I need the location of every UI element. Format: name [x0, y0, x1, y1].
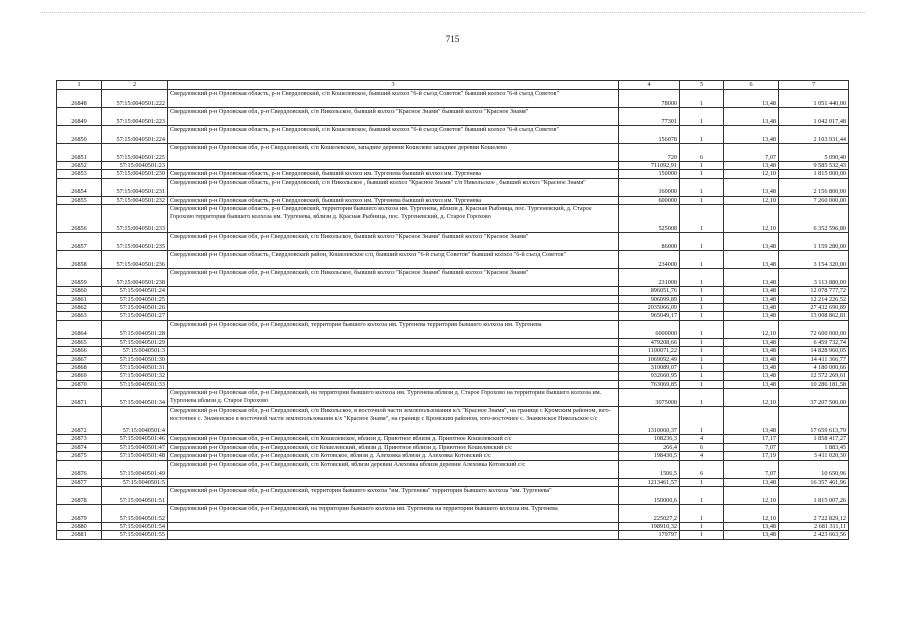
row-number: 26874 [57, 443, 102, 451]
row-number: 26857 [57, 233, 102, 251]
cadastral-number: 57:15:0040501:31 [102, 364, 168, 372]
area-value: 234000 [619, 251, 680, 269]
table-row [57, 178, 849, 196]
price-value: 12,10 [724, 504, 779, 522]
cadastral-number: 57:15:0040501:26 [102, 304, 168, 312]
header-row [57, 81, 849, 90]
cadastral-value: 7 260 000,00 [779, 196, 849, 204]
cadastral-value: 12 572 269,61 [779, 372, 849, 380]
table-row [57, 251, 849, 269]
area-value: 965049,17 [619, 312, 680, 320]
col-header-2: 2 [102, 81, 168, 90]
col-header-7: 7 [779, 81, 849, 90]
row-number: 26853 [57, 170, 102, 178]
table-row [57, 486, 849, 504]
location-description [168, 304, 619, 312]
location-description [168, 287, 619, 295]
table-row [57, 126, 849, 144]
group-code: 1 [680, 196, 724, 204]
table-row [57, 233, 849, 251]
price-value: 13,48 [724, 312, 779, 320]
location-description: Свердловский р-н Орловская обл, р-н Свердловский, с/п Никольское, бывший колхоз "Красное Знамя" бывший колхоз "Красное Знамя" [168, 233, 619, 251]
group-code: 1 [680, 504, 724, 522]
table-row [57, 478, 849, 486]
price-value: 13,48 [724, 407, 779, 435]
area-value: 150000,6 [619, 486, 680, 504]
price-value: 7,07 [724, 460, 779, 478]
price-value: 13,48 [724, 347, 779, 355]
cadastral-number: 57:15:0040501:30 [102, 355, 168, 363]
table-row [57, 460, 849, 478]
price-value: 7,07 [724, 144, 779, 162]
table-row [57, 443, 849, 451]
row-number: 26872 [57, 407, 102, 435]
cadastral-value: 16 357 461,96 [779, 478, 849, 486]
row-number: 26848 [57, 90, 102, 108]
location-description: Свердловский р-н Орловская область, р-н Свердловский, территория бывшего колхоза им. Тургенева, вблизи д. Красная Рыбница, пос. Тургеневский, д. Старое Горохово территория бывшего колхоза им. Тургенева, вблизи д. Красная Рыбница, пос. Тургеневский, д. Старое Горохово [168, 205, 619, 233]
cadastral-number: 57:15:0040501:28 [102, 320, 168, 338]
group-code: 1 [680, 522, 724, 530]
cadastral-value: 2 103 931,44 [779, 126, 849, 144]
cadastral-value: 5 090,40 [779, 144, 849, 162]
cadastral-value: 10 650,96 [779, 460, 849, 478]
price-value: 13,48 [724, 126, 779, 144]
area-value: 525008 [619, 205, 680, 233]
price-value: 13,48 [724, 380, 779, 388]
row-number: 26870 [57, 380, 102, 388]
area-value: 266,4 [619, 443, 680, 451]
cadastral-number: 57:15:0040501:55 [102, 531, 168, 539]
cadastral-number: 57:15:0040501:232 [102, 196, 168, 204]
cadastral-value: 1 883,45 [779, 443, 849, 451]
location-description [168, 312, 619, 320]
price-value: 13,48 [724, 338, 779, 346]
cadastral-value: 13 008 862,81 [779, 312, 849, 320]
cadastral-number: 57:15:0040501:5 [102, 478, 168, 486]
area-value: 1213461,57 [619, 478, 680, 486]
cadastral-number: 57:15:0040501:3 [102, 347, 168, 355]
location-description: Свердловский р-н Орловская область, р-н Свердловский, бывший колхоз им. Тургенева бывший колхоз им. Тургенева [168, 196, 619, 204]
location-description: Свердловский р-н Орловская обл, р-н Свердловский, с/с Кошелевский, вблизи д. Приютное вблизи д. Приютное Кошелевский с/с [168, 443, 619, 451]
group-code: 6 [680, 144, 724, 162]
price-value: 12,10 [724, 196, 779, 204]
table-row [57, 269, 849, 287]
cadastral-number: 57:15:0040501:238 [102, 269, 168, 287]
group-code: 1 [680, 338, 724, 346]
area-value: 711092,91 [619, 162, 680, 170]
group-code: 1 [680, 269, 724, 287]
table-row [57, 531, 849, 539]
group-code: 1 [680, 251, 724, 269]
cadastral-value: 3 411 020,30 [779, 452, 849, 460]
price-value: 12,10 [724, 170, 779, 178]
cadastral-value: 1 815 000,00 [779, 170, 849, 178]
price-value: 17,19 [724, 452, 779, 460]
table-row [57, 144, 849, 162]
group-code: 1 [680, 347, 724, 355]
cadastral-value: 1 051 440,00 [779, 90, 849, 108]
row-number: 26862 [57, 304, 102, 312]
location-description [168, 380, 619, 388]
table-row [57, 205, 849, 233]
cadastral-value: 10 286 181,58 [779, 380, 849, 388]
col-header-4: 4 [619, 81, 680, 90]
table-row [57, 108, 849, 126]
location-description: Свердловский р-н Орловская обл, р-н Свердловский, с/п Котовское, вблизи д. Алеховка вблизи д. Алеховка Котовский с/с [168, 452, 619, 460]
location-description: Свердловский р-н Орловская обл, р-н Свердловский, на территории бывшего колхоза им. Тургенева на территории бывшего колхоза им. Тургенева [168, 504, 619, 522]
location-description [168, 531, 619, 539]
cadastral-value: 2 681 311,11 [779, 522, 849, 530]
cadastral-value: 17 659 613,79 [779, 407, 849, 435]
price-value: 13,48 [724, 269, 779, 287]
price-value: 13,48 [724, 522, 779, 530]
cadastral-number: 57:15:0040501:33 [102, 380, 168, 388]
area-value: 932660,95 [619, 372, 680, 380]
group-code: 4 [680, 452, 724, 460]
area-value: 108236,3 [619, 435, 680, 443]
row-number: 26879 [57, 504, 102, 522]
row-number: 26871 [57, 389, 102, 407]
cadastral-value: 6 459 732,74 [779, 338, 849, 346]
group-code: 1 [680, 162, 724, 170]
table-row [57, 287, 849, 295]
price-value: 13,48 [724, 364, 779, 372]
area-value: 2035066,09 [619, 304, 680, 312]
group-code: 1 [680, 295, 724, 303]
cadastral-number: 57:15:0040501:46 [102, 435, 168, 443]
area-value: 78000 [619, 90, 680, 108]
location-description: Свердловский р-н Орловская обл, р-н Свердловский, с/п Никольское, в восточной части землепользования к/х "Красное Знамя", на границе с Кромским районом, юго-восточнее с. Знаменское в восточной части землепользования к/х "Красное Знамя", на границе с Кромским районом, юго-восточнее с. Знаменское Никольское с/с [168, 407, 619, 435]
group-code: 1 [680, 486, 724, 504]
table-row [57, 522, 849, 530]
row-number: 26866 [57, 347, 102, 355]
row-number: 26856 [57, 205, 102, 233]
area-value: 225027,2 [619, 504, 680, 522]
table-row [57, 338, 849, 346]
area-value: 150000 [619, 170, 680, 178]
location-description: Свердловский р-н Орловская область, р-н Свердловский, с/п Никольское , бывший колхоз "Красное Знамя" с/п Никольское , бывший колхоз "Красное Знамя" [168, 178, 619, 196]
row-number: 26873 [57, 435, 102, 443]
group-code: 6 [680, 443, 724, 451]
table-row [57, 170, 849, 178]
cadastral-number: 57:15:0040501:224 [102, 126, 168, 144]
group-code: 1 [680, 233, 724, 251]
page-number: 715 [445, 34, 460, 44]
row-number: 26860 [57, 287, 102, 295]
cadastral-number: 57:15:0040501:29 [102, 338, 168, 346]
group-code: 1 [680, 178, 724, 196]
table-row [57, 90, 849, 108]
area-value: 1069092,49 [619, 355, 680, 363]
row-number: 26859 [57, 269, 102, 287]
cadastral-value: 27 432 690,89 [779, 304, 849, 312]
price-value: 13,48 [724, 178, 779, 196]
cadastral-number: 57:15:0040501:236 [102, 251, 168, 269]
location-description [168, 372, 619, 380]
price-value: 13,48 [724, 287, 779, 295]
cadastral-value: 72 600 000,00 [779, 320, 849, 338]
location-description: Свердловский р-н Орловская область, р-н Свердловский, бывший колхоз им. Тургенева бывший колхоз им. Тургенева [168, 170, 619, 178]
area-value: 3075000 [619, 389, 680, 407]
area-value: 896051,76 [619, 287, 680, 295]
row-number: 26869 [57, 372, 102, 380]
group-code: 1 [680, 407, 724, 435]
cadastral-value: 6 352 596,80 [779, 205, 849, 233]
group-code: 6 [680, 460, 724, 478]
area-value: 160000 [619, 178, 680, 196]
row-number: 26863 [57, 312, 102, 320]
table-row [57, 355, 849, 363]
cadastral-number: 57:15:0040501:4 [102, 407, 168, 435]
location-description: Свердловский р-н Орловская обл, р-н Свердловский, с/п Никольское, бывший колхоз "Красное Знамя" бывший колхоз "Красное Знамя" [168, 269, 619, 287]
price-value: 12,10 [724, 320, 779, 338]
group-code: 1 [680, 478, 724, 486]
table-row [57, 364, 849, 372]
cadastral-number: 57:15:0040501:49 [102, 460, 168, 478]
location-description [168, 162, 619, 170]
cadastral-number: 57:15:0040501:223 [102, 108, 168, 126]
location-description: Свердловский р-н Орловская обл, р-н Свердловский, с/п Кошелевское, западнее деревни Кошелево западнее деревни Кошелево [168, 144, 619, 162]
cadastral-number: 57:15:0040501:27 [102, 312, 168, 320]
col-header-6: 6 [724, 81, 779, 90]
price-value: 12,10 [724, 389, 779, 407]
cadastral-value: 1 042 017,48 [779, 108, 849, 126]
cadastral-number: 57:15:0040501:32 [102, 372, 168, 380]
cadastral-value: 1 858 417,27 [779, 435, 849, 443]
group-code: 1 [680, 380, 724, 388]
area-value: 1310060,37 [619, 407, 680, 435]
table-row [57, 504, 849, 522]
register-table [56, 80, 849, 540]
area-value: 77301 [619, 108, 680, 126]
location-description: Свердловский р-н Орловская обл, р-н Свердловский, с/п Кошелевское, вблизи д. Приютное вблизи д. Приютное Кошелевский с/с [168, 435, 619, 443]
group-code: 1 [680, 108, 724, 126]
location-description: Свердловский р-н Орловская обл, р-н Свердловский, на территории бывшего колхоза им. Тургенева вблизи д. Старое Горохово на территории бывшего колхоза им. Тургенева вблизи д. Старое Горохово [168, 389, 619, 407]
table-row [57, 380, 849, 388]
row-number: 26880 [57, 522, 102, 530]
table-row [57, 435, 849, 443]
col-header-3: 3 [168, 81, 619, 90]
cadastral-number: 57:15:0040501:34 [102, 389, 168, 407]
cadastral-number: 57:15:0040501:52 [102, 504, 168, 522]
row-number: 26855 [57, 196, 102, 204]
area-value: 479208,66 [619, 338, 680, 346]
cadastral-value: 14 828 960,05 [779, 347, 849, 355]
cadastral-number: 57:15:0040501:233 [102, 205, 168, 233]
price-value: 13,48 [724, 295, 779, 303]
area-value: 310089,07 [619, 364, 680, 372]
group-code: 1 [680, 287, 724, 295]
row-number: 26851 [57, 144, 102, 162]
cadastral-value: 12 078 777,72 [779, 287, 849, 295]
location-description [168, 295, 619, 303]
group-code: 1 [680, 205, 724, 233]
table-row [57, 295, 849, 303]
cadastral-number: 57:15:0040501:47 [102, 443, 168, 451]
price-value: 17,17 [724, 435, 779, 443]
location-description: Свердловский р-н Орловская область, р-н Свердловский, с/п Кошелевское, бывший колхоз "6-й съезд Советов" бывший колхоз "6-й съезд Советов" [168, 90, 619, 108]
location-description: Свердловский р-н Орловская обл, р-н Свердловский, территория бывшего колхоза "им. Тургенева" территория бывшего колхоза "им. Тургенева" [168, 486, 619, 504]
location-description: Свердловский р-н Орловская обл, р-н Свердловский, территория бывшего колхоза им. Тургенева территория бывшего колхоза им. Тургенева [168, 320, 619, 338]
row-number: 26852 [57, 162, 102, 170]
cadastral-value: 2 423 663,56 [779, 531, 849, 539]
group-code: 1 [680, 90, 724, 108]
table-row [57, 452, 849, 460]
area-value: 906099,89 [619, 295, 680, 303]
group-code: 1 [680, 304, 724, 312]
location-description: Свердловский р-н Орловская область, Свердловский район, Кошелевское с/п, бывший колхоз "6-й съезд Советов" бывший колхоз "6-й съезд Советов" [168, 251, 619, 269]
cadastral-value: 3 113 880,00 [779, 269, 849, 287]
location-description: Свердловский р-н Орловская обл, р-н Свердловский, с/п Котовский, вблизи деревни Алеховка вблизи деревни Алеховка Котовский с/с [168, 460, 619, 478]
cadastral-value: 2 156 800,00 [779, 178, 849, 196]
cadastral-number: 57:15:0040501:25 [102, 295, 168, 303]
group-code: 1 [680, 531, 724, 539]
cadastral-number: 57:15:0040501:235 [102, 233, 168, 251]
scan-artifact-line [40, 12, 865, 19]
row-number: 26854 [57, 178, 102, 196]
area-value: 231000 [619, 269, 680, 287]
cadastral-number: 57:15:0040501:231 [102, 178, 168, 196]
row-number: 26876 [57, 460, 102, 478]
row-number: 26850 [57, 126, 102, 144]
row-number: 26877 [57, 478, 102, 486]
price-value: 13,48 [724, 531, 779, 539]
price-value: 12,10 [724, 486, 779, 504]
table-row [57, 372, 849, 380]
location-description [168, 478, 619, 486]
table-row [57, 304, 849, 312]
table-row [57, 196, 849, 204]
col-header-1: 1 [57, 81, 102, 90]
cadastral-value: 12 214 226,52 [779, 295, 849, 303]
cadastral-value: 2 722 829,12 [779, 504, 849, 522]
row-number: 26864 [57, 320, 102, 338]
location-description: Свердловский р-н Орловская область, р-н Свердловский, с/п Кошелевское, бывший колхоз "6-й съезд Советов" бывший колхоз "6-й съезд Советов" [168, 126, 619, 144]
cadastral-value: 14 411 366,77 [779, 355, 849, 363]
group-code: 4 [680, 435, 724, 443]
cadastral-value: 9 585 532,43 [779, 162, 849, 170]
table-row [57, 320, 849, 338]
area-value: 720 [619, 144, 680, 162]
row-number: 26858 [57, 251, 102, 269]
price-value: 13,48 [724, 478, 779, 486]
area-value: 86000 [619, 233, 680, 251]
row-number: 26875 [57, 452, 102, 460]
group-code: 1 [680, 126, 724, 144]
area-value: 1100071,22 [619, 347, 680, 355]
row-number: 26865 [57, 338, 102, 346]
cadastral-value: 3 154 320,00 [779, 251, 849, 269]
price-value: 13,48 [724, 90, 779, 108]
location-description [168, 347, 619, 355]
area-value: 6000000 [619, 320, 680, 338]
table-row [57, 312, 849, 320]
cadastral-number: 57:15:0040501:230 [102, 170, 168, 178]
cadastral-value: 1 815 007,26 [779, 486, 849, 504]
location-description [168, 355, 619, 363]
row-number: 26867 [57, 355, 102, 363]
row-number: 26861 [57, 295, 102, 303]
group-code: 1 [680, 389, 724, 407]
area-value: 179797 [619, 531, 680, 539]
group-code: 1 [680, 372, 724, 380]
table-row [57, 347, 849, 355]
group-code: 1 [680, 312, 724, 320]
area-value: 763069,85 [619, 380, 680, 388]
cadastral-number: 57:15:0040501:222 [102, 90, 168, 108]
group-code: 1 [680, 320, 724, 338]
price-value: 13,48 [724, 251, 779, 269]
cadastral-value: 4 180 000,66 [779, 364, 849, 372]
cadastral-value: 1 159 280,00 [779, 233, 849, 251]
cadastral-number: 57:15:0040501:225 [102, 144, 168, 162]
price-value: 13,48 [724, 233, 779, 251]
cadastral-number: 57:15:0040501:24 [102, 287, 168, 295]
row-number: 26868 [57, 364, 102, 372]
location-description: Свердловский р-н Орловская обл, р-н Свердловский, с/п Никольское, бывший колхоз "Красное Знамя" бывший колхоз "Красное Знамя" [168, 108, 619, 126]
group-code: 1 [680, 170, 724, 178]
table-row [57, 389, 849, 407]
row-number: 26878 [57, 486, 102, 504]
price-value: 13,48 [724, 372, 779, 380]
row-number: 26849 [57, 108, 102, 126]
area-value: 1506,5 [619, 460, 680, 478]
cadastral-number: 57:15:0040501:48 [102, 452, 168, 460]
area-value: 198910,32 [619, 522, 680, 530]
area-value: 198430,5 [619, 452, 680, 460]
col-header-5: 5 [680, 81, 724, 90]
table-row [57, 162, 849, 170]
price-value: 7,07 [724, 443, 779, 451]
price-value: 13,48 [724, 355, 779, 363]
area-value: 156078 [619, 126, 680, 144]
group-code: 1 [680, 355, 724, 363]
cadastral-number: 57:15:0040501:54 [102, 522, 168, 530]
price-value: 13,48 [724, 108, 779, 126]
location-description [168, 338, 619, 346]
group-code: 1 [680, 364, 724, 372]
location-description [168, 522, 619, 530]
price-value: 13,48 [724, 304, 779, 312]
location-description [168, 364, 619, 372]
cadastral-number: 57:15:0040501:51 [102, 486, 168, 504]
cadastral-number: 57:15:0040501:23 [102, 162, 168, 170]
row-number: 26881 [57, 531, 102, 539]
area-value: 600000 [619, 196, 680, 204]
table-row [57, 407, 849, 435]
cadastral-value: 37 207 500,00 [779, 389, 849, 407]
price-value: 13,48 [724, 162, 779, 170]
price-value: 12,10 [724, 205, 779, 233]
